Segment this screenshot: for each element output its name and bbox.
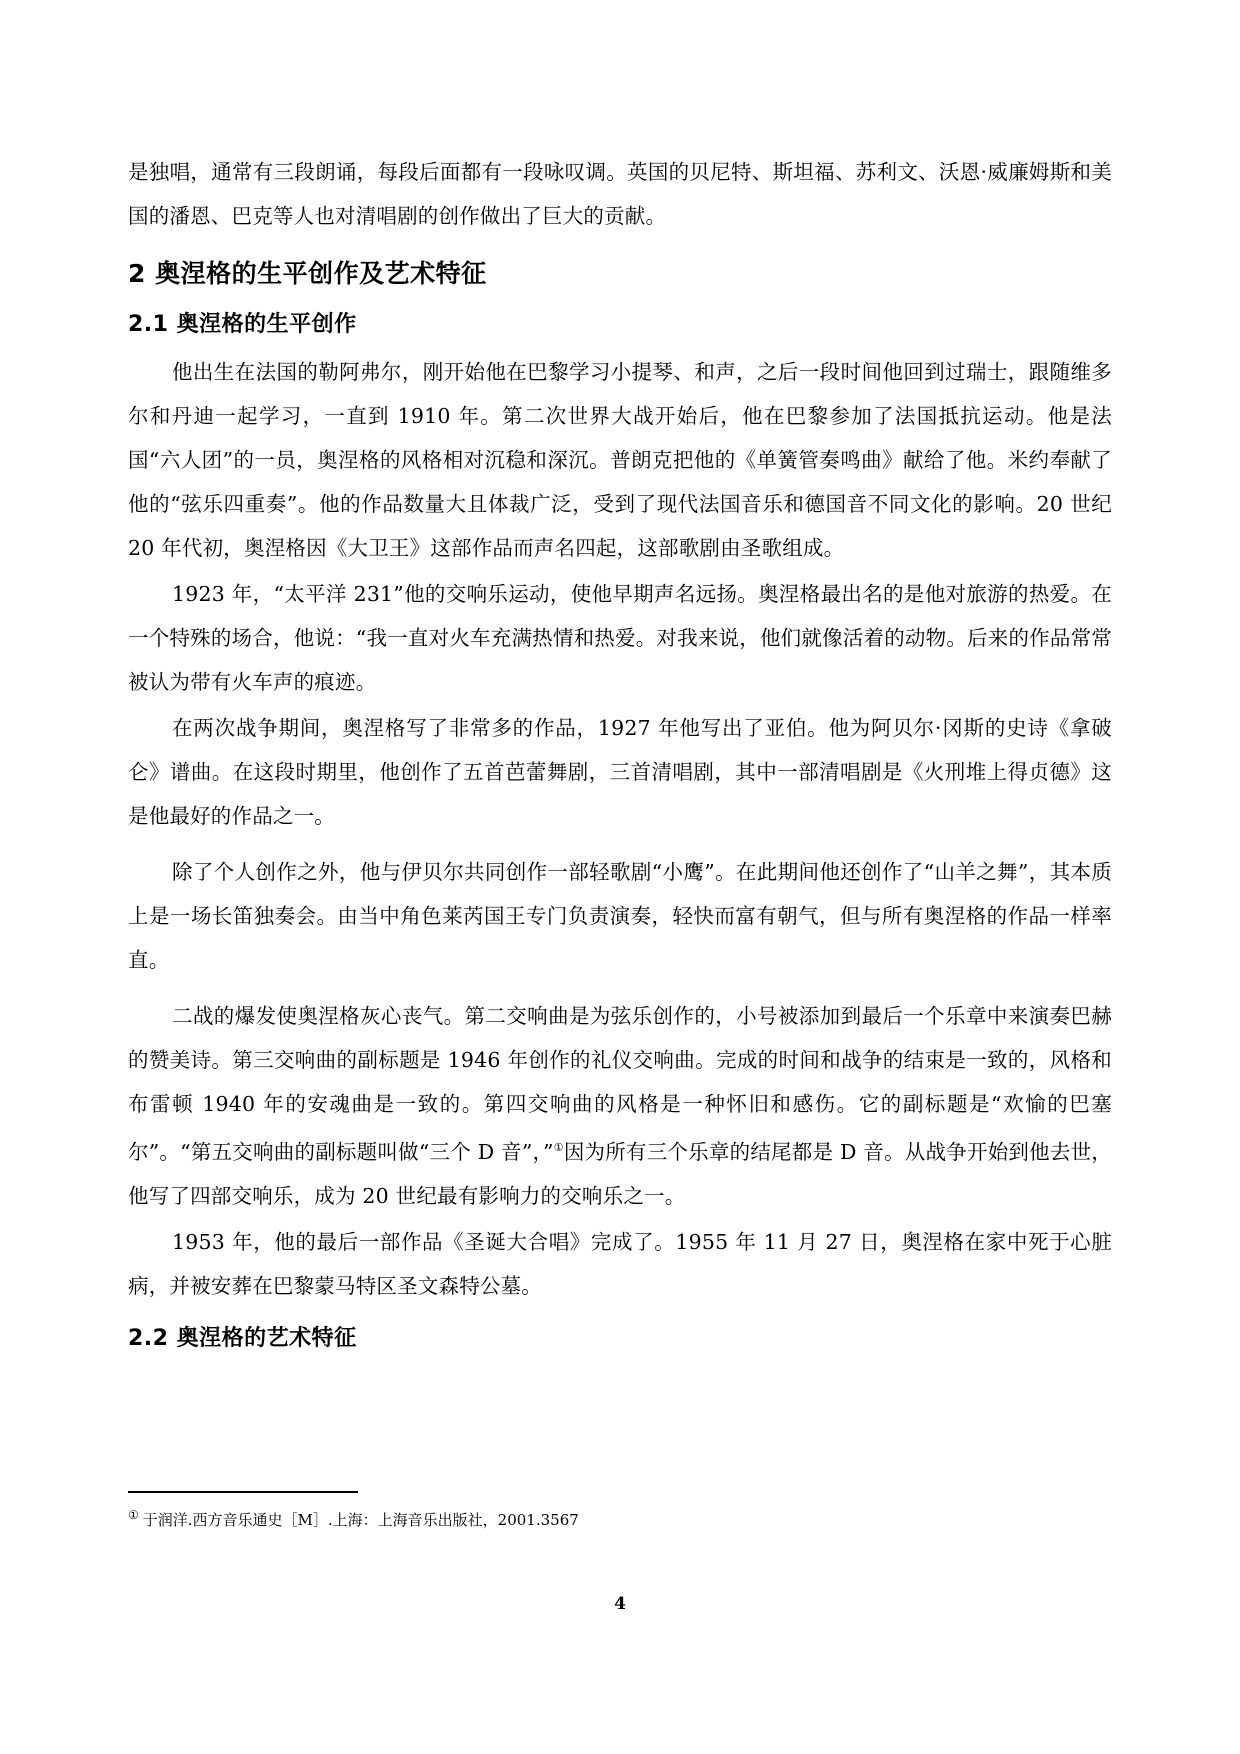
- footnote-marker-icon: ①: [128, 1508, 139, 1522]
- paragraph-symphonies-text-a: 二战的爆发使奥涅格灰心丧气。第二交响曲是为弦乐创作的，小号被添加到最后一个乐章中来演奏巴赫的赞美诗。第三交响曲的副标题是 1946 年创作的礼仪交响曲。完成的时间和战争的结束是一致的，风格和布雷顿 1940 年的安魂曲是一致的。第四交响曲的风格是一种怀旧和感伤。它的副标题是“欢愉的巴塞尔”。“第五交响曲的副标题叫做“三个 D 音”，”: [128, 1004, 1112, 1164]
- paragraph-interwar-works: 在两次战争期间，奥涅格写了非常多的作品，1927 年他写出了亚伯。他为阿贝尔·冈斯的史诗《拿破仑》谱曲。在这段时期里，他创作了五首芭蕾舞剧，三首清唱剧，其中一部清唱剧是《火刑堆上得贞德》这是他最好的作品之一。: [128, 716, 1112, 828]
- paragraph-death: 1953 年，他的最后一部作品《圣诞大合唱》完成了。1955 年 11 月 27 日，奥涅格在家中死于心脏病，并被安葬在巴黎蒙马特区圣文森特公墓。: [128, 1229, 1112, 1298]
- paragraph-biography-1: 他出生在法国的勒阿弗尔，刚开始他在巴黎学习小提琴、和声，之后一段时间他回到过瑞士，跟随维多尔和丹迪一起学习，一直到 1910 年。第二次世界大战开始后，他在巴黎参加了法国抵抗运动。他是法国“六人团”的一员，奥涅格的风格相对沉稳和深沉。普朗克把他的《单簧管奏鸣曲》献给了他。米约奉献了他的“弦乐四重奏”。他的作品数量大且体裁广泛，受到了现代法国音乐和德国音不同文化的影响。20 世纪 20 年代初，奥涅格因《大卫王》这部作品而声名四起，这部歌剧由圣歌组成。: [128, 360, 1113, 560]
- paragraph-continuation: 是独唱，通常有三段朗诵，每段后面都有一段咏叹调。英国的贝尼特、斯坦福、苏利文、沃恩·威廉姆斯和美国的潘恩、巴克等人也对清唱剧的创作做出了巨大的贡献。: [128, 160, 1112, 228]
- footnote-entry: [128, 1503, 1112, 1532]
- footnote-block: [128, 1491, 1112, 1532]
- heading-section-2: 2 奥涅格的生平创作及艺术特征: [128, 259, 487, 288]
- paragraph-spacer: [128, 840, 1112, 850]
- footnote-reference-icon: ①: [553, 1141, 564, 1154]
- paragraph-pacific-231: 1923 年，“太平洋 231”他的交响乐运动，使他早期声名远扬。奥涅格最出名的是他对旅游的热爱。在一个特殊的场合，他说：“我一直对火车充满热情和热爱。对我来说，他们就像活着的动物。后来的作品常常被认为带有火车声的痕迹。: [128, 582, 1112, 694]
- paragraph-symphonies: [128, 994, 1112, 1218]
- heading-section-2-2: 2.2 奥涅格的艺术特征: [128, 1325, 357, 1351]
- paragraph-symphonies-text-b: 因为所有三个乐章的结尾都是 D 音。从战争开始到他去世，他写了四部交响乐，成为 20 世纪最有影响力的交响乐之一。: [128, 1139, 1113, 1208]
- footnote-divider: [128, 1491, 358, 1493]
- paragraph-spacer-2: [128, 984, 1112, 994]
- heading-section-2-1: 2.1 奥涅格的生平创作: [128, 312, 357, 337]
- page-number: 4: [614, 1594, 626, 1614]
- footnote-citation-text: 于润洋.西方音乐通史［M］.上海：上海音乐出版社，2001.3567: [142, 1511, 579, 1529]
- paragraph-collaborations: 除了个人创作之外，他与伊贝尔共同创作一部轻歌剧“小鹰”。在此期间他还创作了“山羊之舞”，其本质上是一场长笛独奏会。由当中角色莱芮国王专门负责演奏，轻快而富有朝气，但与所有奥涅格的作品一样率直。: [128, 860, 1112, 972]
